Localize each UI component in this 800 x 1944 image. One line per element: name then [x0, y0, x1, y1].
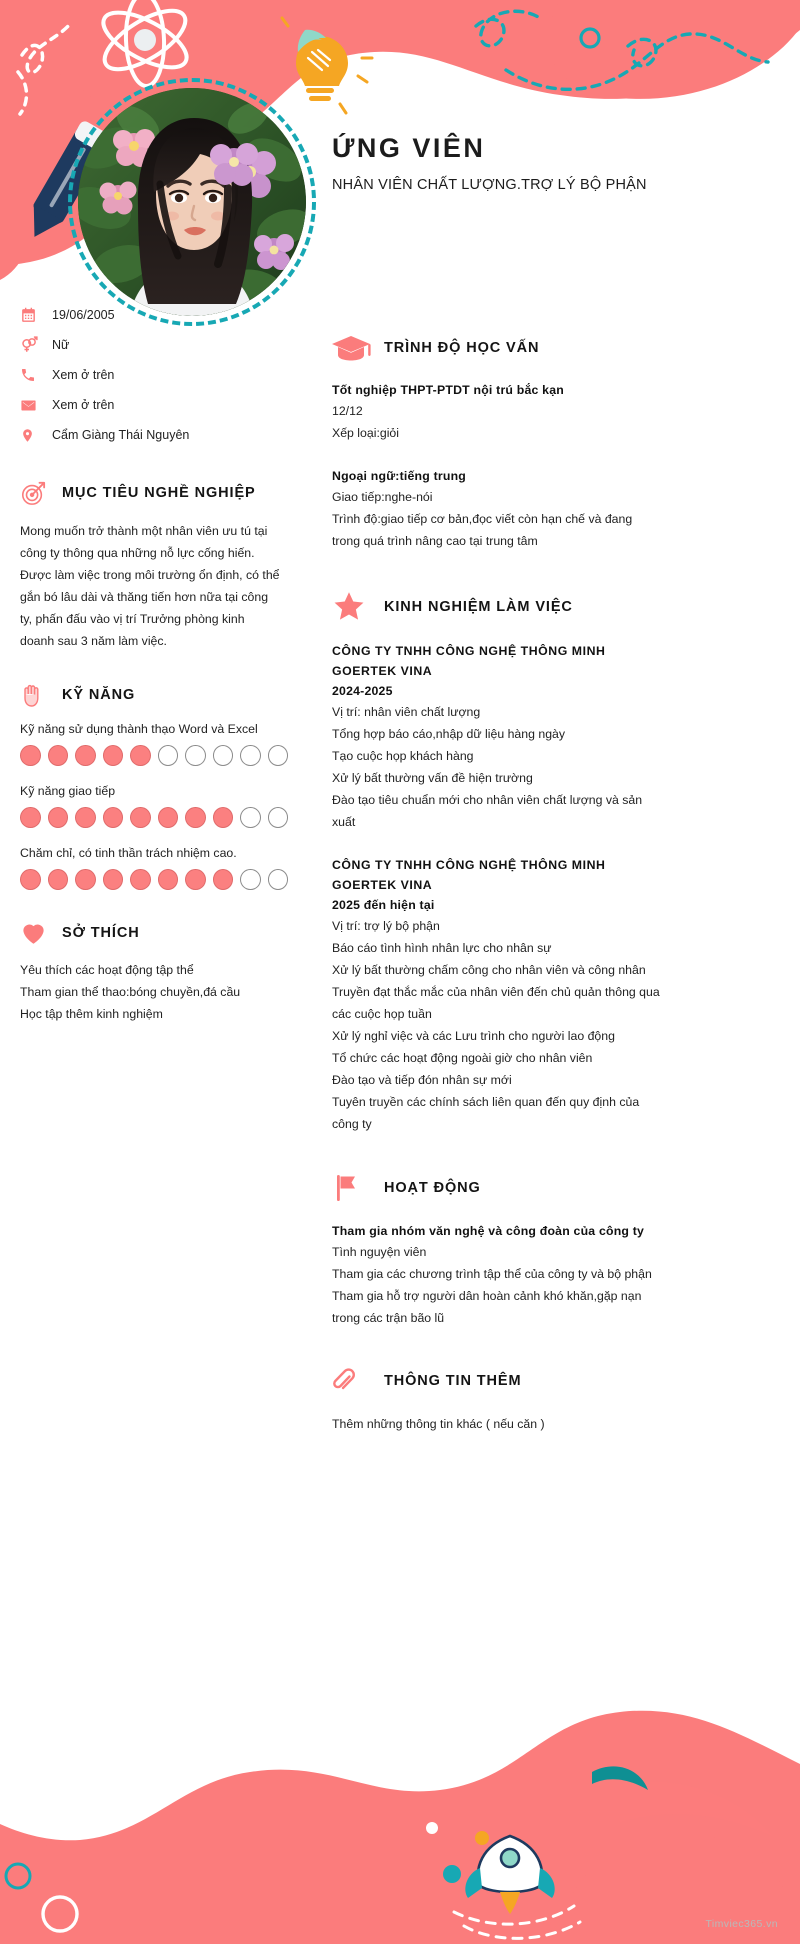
- section-title: KỸ NĂNG: [62, 687, 136, 703]
- education-block: [332, 380, 662, 444]
- list-item: [20, 330, 288, 360]
- gender-value: Nữ: [52, 338, 70, 352]
- flag-icon: [332, 1173, 384, 1203]
- skill-label: Chăm chỉ, có tinh thần trách nhiệm cao.: [20, 846, 237, 860]
- section-title: SỞ THÍCH: [62, 924, 140, 941]
- education-block: [332, 466, 662, 552]
- experience-line: Tổ chức các hoạt động ngoài giờ cho nhân viên: [332, 1051, 593, 1065]
- education-language: Ngoại ngữ:tiếng trung: [332, 469, 467, 483]
- education-degree: Tốt nghiệp THPT-PTDT nội trú bắc kạn: [332, 383, 564, 397]
- list-item: [20, 300, 288, 330]
- hobby-line: Học tập thêm kinh nghiệm: [20, 1007, 163, 1021]
- additional-line: Thêm những thông tin khác ( nếu căn ): [332, 1417, 545, 1431]
- watermark-text: Timviec365.vn: [705, 1918, 778, 1930]
- section-education-header: [332, 334, 662, 362]
- experience-line: Truyền đạt thắc mắc của nhân viên đến chủ quản thông qua các cuộc họp tuần: [332, 985, 660, 1021]
- experience-line: Đào tạo tiêu chuẩn mới cho nhân viên chất lượng và sản xuất: [332, 793, 643, 829]
- experience-line: Vị trí: trợ lý bộ phận: [332, 919, 440, 933]
- education-line: Giao tiếp:nghe-nói: [332, 490, 433, 504]
- section-objective-header: [20, 480, 288, 506]
- section-skills-header: [20, 682, 288, 708]
- star-icon: [332, 590, 384, 623]
- experience-line: Tuyên truyền các chính sách liên quan đến quy định của công ty: [332, 1095, 640, 1131]
- address-value: Cẩm Giàng Thái Nguyên: [52, 428, 190, 442]
- left-column: [20, 300, 288, 1025]
- section-experience-header: [332, 590, 662, 623]
- page-title: ỨNG VIÊN: [332, 133, 486, 163]
- education-line: 12/12: [332, 404, 363, 418]
- experience-line: Tạo cuộc họp khách hàng: [332, 749, 474, 763]
- education-line: Trình độ:giao tiếp cơ bản,đọc viết còn hạn chế và đang: [332, 512, 633, 526]
- objective-line: Được làm việc trong môi trường ổn định, có thể: [20, 568, 280, 582]
- activity-line: Tham gia hỗ trợ người dân hoàn cảnh khó khăn,gặp nạn trong các trận bão lũ: [332, 1289, 642, 1325]
- email-icon: [20, 397, 52, 414]
- objective-line: ty, phấn đấu vào vị trí Trưởng phòng kinh: [20, 612, 245, 626]
- header-text: [332, 132, 782, 193]
- experience-block: [332, 855, 662, 1135]
- skill-rating: [20, 807, 288, 828]
- section-title: THÔNG TIN THÊM: [384, 1373, 522, 1389]
- gender-icon: [20, 336, 52, 354]
- right-column: [332, 296, 662, 1435]
- avatar: [68, 78, 316, 326]
- calendar-icon: [20, 307, 52, 324]
- phone-value: Xem ở trên: [52, 368, 115, 382]
- experience-line: Vị trí: nhân viên chất lượng: [332, 705, 481, 719]
- section-additional-header: [332, 1367, 662, 1395]
- heart-icon: [20, 920, 62, 945]
- hand-icon: [20, 682, 62, 708]
- experience-period: 2024-2025: [332, 684, 393, 698]
- activities-block: [332, 1221, 662, 1329]
- objective-body: [20, 520, 288, 652]
- section-title: TRÌNH ĐỘ HỌC VẤN: [384, 340, 540, 356]
- candidate-role: NHÂN VIÊN CHẤT LƯỢNG.TRỢ LÝ BỘ PHẬN: [332, 177, 647, 194]
- list-item: [20, 360, 288, 390]
- objective-line: gắn bó lâu dài và thăng tiến hơn nữa tại công: [20, 590, 269, 604]
- hobby-line: Yêu thích các hoạt động tập thể: [20, 963, 194, 977]
- location-icon: [20, 427, 52, 444]
- list-item: [20, 420, 288, 450]
- paperclip-icon: [332, 1367, 384, 1395]
- experience-line: Xử lý bất thường chấm công cho nhân viên và công nhân: [332, 963, 646, 977]
- experience-line: Tổng hợp báo cáo,nhập dữ liệu hàng ngày: [332, 727, 566, 741]
- activity-title: Tham gia nhóm văn nghệ và công đoàn của công ty: [332, 1224, 645, 1238]
- activity-line: Tình nguyện viên: [332, 1245, 427, 1259]
- avatar-ring: [68, 78, 316, 326]
- graduation-cap-icon: [332, 334, 384, 362]
- skill-label: Kỹ năng giao tiếp: [20, 784, 116, 798]
- section-title: KINH NGHIỆM LÀM VIỆC: [384, 598, 573, 615]
- footer-decoration: [0, 1584, 800, 1944]
- objective-line: doanh sau 3 năm làm việc.: [20, 634, 167, 648]
- experience-block: [332, 641, 662, 833]
- experience-line: Đào tạo và tiếp đón nhân sự mới: [332, 1073, 512, 1087]
- phone-icon: [20, 367, 52, 383]
- experience-company: CÔNG TY TNHH CÔNG NGHỆ THÔNG MINH GOERTEK VINA: [332, 644, 606, 678]
- additional-block: [332, 1413, 662, 1435]
- objective-line: Mong muốn trở thành một nhân viên ưu tú tại: [20, 524, 268, 538]
- list-item: [20, 390, 288, 420]
- section-title: MỤC TIÊU NGHỀ NGHIỆP: [62, 485, 256, 501]
- experience-line: Xử lý bất thường vấn đề hiện trường: [332, 771, 533, 785]
- education-line: Xếp loại:giỏi: [332, 426, 399, 440]
- target-icon: [20, 480, 62, 506]
- section-activities-header: [332, 1173, 662, 1203]
- experience-company: CÔNG TY TNHH CÔNG NGHỆ THÔNG MINH GOERTEK VINA: [332, 858, 606, 892]
- objective-line: công ty thông qua những nỗ lực cống hiến.: [20, 546, 255, 560]
- birthdate-value: 19/06/2005: [52, 308, 115, 322]
- skill-rating: [20, 745, 288, 766]
- contact-list: [20, 300, 288, 450]
- section-hobbies-header: [20, 920, 288, 945]
- skill-rating: [20, 869, 288, 890]
- email-value: Xem ở trên: [52, 398, 115, 412]
- hobby-line: Tham gian thể thao:bóng chuyền,đá cầu: [20, 985, 241, 999]
- skills-list: [20, 722, 288, 890]
- experience-line: Xử lý nghỉ việc và các Lưu trình cho người lao động: [332, 1029, 615, 1043]
- education-line: trong quá trình nâng cao tại trung tâm: [332, 534, 538, 548]
- experience-line: Báo cáo tình hình nhân lực cho nhân sự: [332, 941, 552, 955]
- activity-line: Tham gia các chương trình tập thể của công ty và bộ phận: [332, 1267, 652, 1281]
- experience-period: 2025 đến hiện tại: [332, 898, 435, 912]
- hobbies-body: [20, 959, 288, 1025]
- watermark: [705, 1918, 778, 1930]
- section-title: HOẠT ĐỘNG: [384, 1180, 481, 1196]
- skill-label: Kỹ năng sử dụng thành thạo Word và Excel: [20, 722, 258, 736]
